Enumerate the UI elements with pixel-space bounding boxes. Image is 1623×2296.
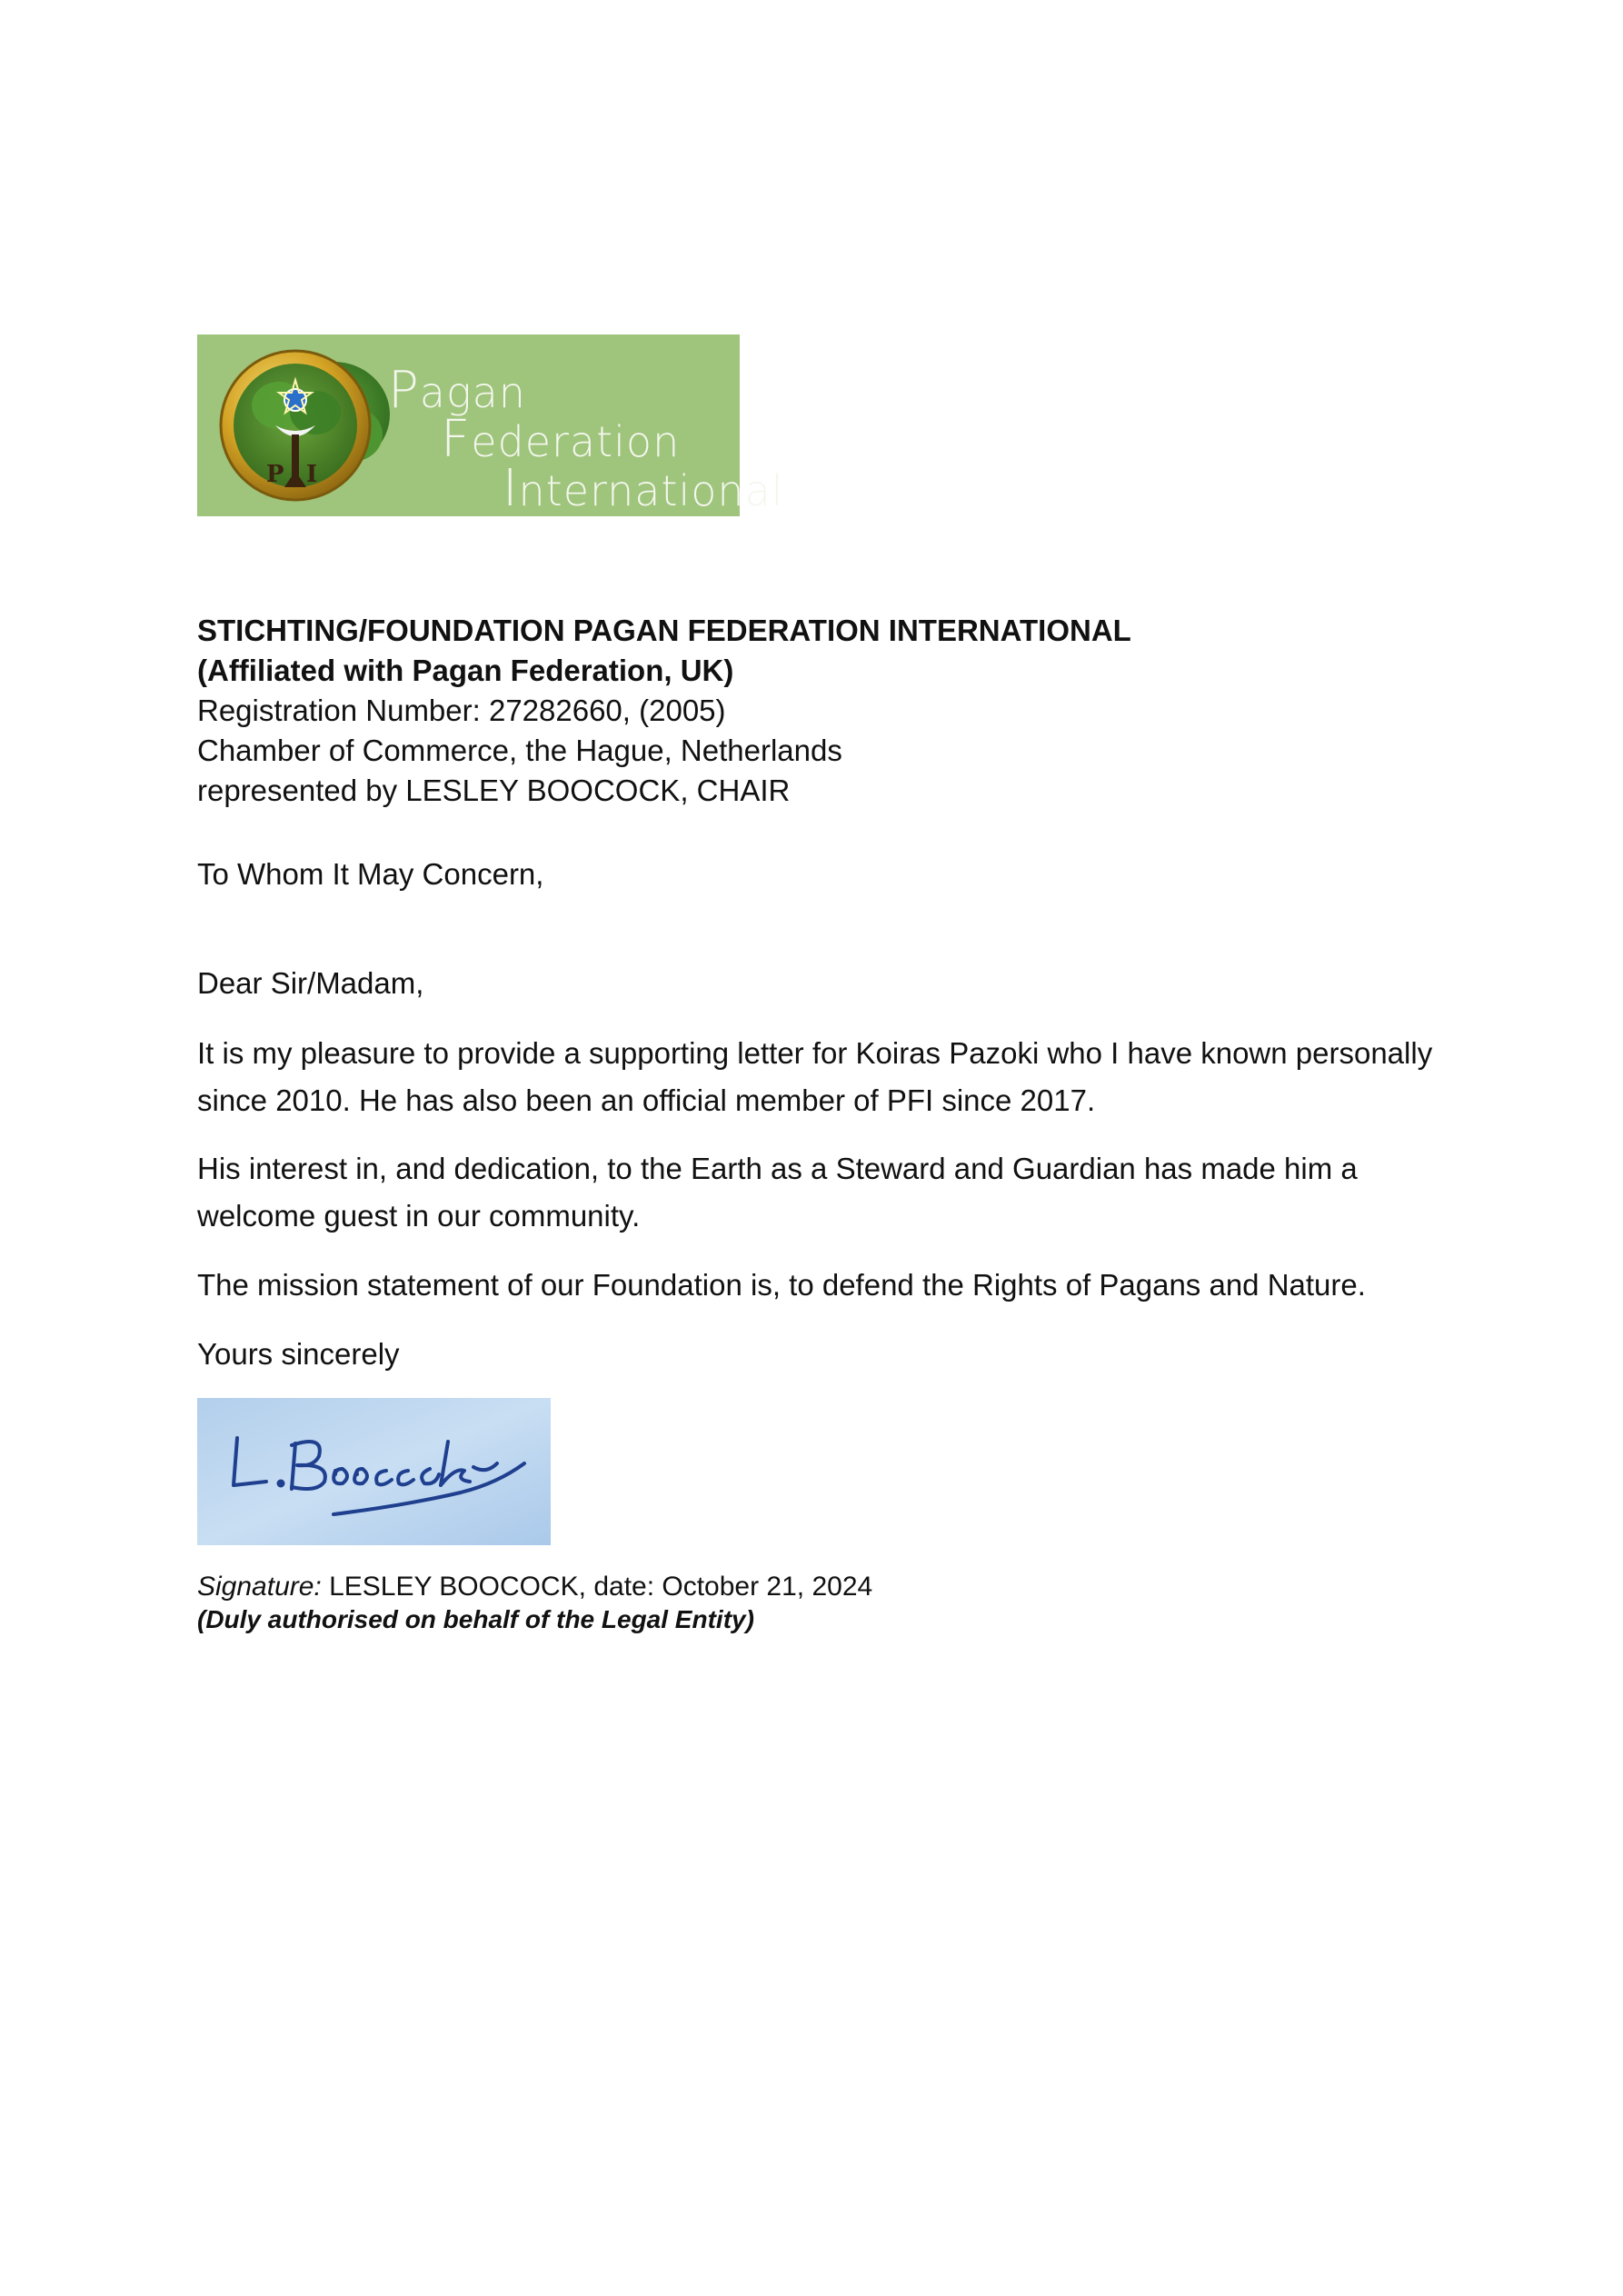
logo-word-pagan: Pagan [388,361,526,420]
affiliation-line: (Affiliated with Pagan Federation, UK) [197,654,734,687]
logo-word-international: International [503,459,784,518]
signature-details: LESLEY BOOCOCK, date: October 21, 2024 [321,1572,873,1602]
organization-header [197,611,1469,811]
representative-line: represented by LESLEY BOOCOCK, CHAIR [197,774,791,807]
authorisation-note: (Duly authorised on behalf of the Legal Entity) [197,1605,754,1633]
organization-name: STICHTING/FOUNDATION PAGAN FEDERATION INTERNATIONAL [197,614,1131,647]
salutation-general: To Whom It May Concern, [197,857,544,891]
svg-text:P: P [266,461,284,488]
chamber-of-commerce: Chamber of Commerce, the Hague, Netherlands [197,734,842,767]
paragraph-2: His interest in, and dedication, to the Earth as a Steward and Guardian has made him a welcome guest in our community. [197,1152,1358,1233]
organization-logo [197,334,784,518]
registration-number: Registration Number: 27282660, (2005) [197,694,726,727]
paragraph-3: The mission statement of our Foundation is, to defend the Rights of Pagans and Nature. [197,1268,1366,1302]
logo-word-federation: Federation [441,410,681,469]
handwritten-signature [197,1398,551,1545]
signature-label: Signature: [197,1572,322,1602]
paragraph-1: It is my pleasure to provide a supporting letter for Koiras Pazoki who I have known personally since 2010. He has also been an official member of PFI since 2017. [197,1036,1433,1117]
signature-line [197,1571,872,1603]
svg-text:I: I [306,461,318,488]
salutation: Dear Sir/Madam, [197,966,424,1000]
closing: Yours sincerely [197,1337,400,1371]
